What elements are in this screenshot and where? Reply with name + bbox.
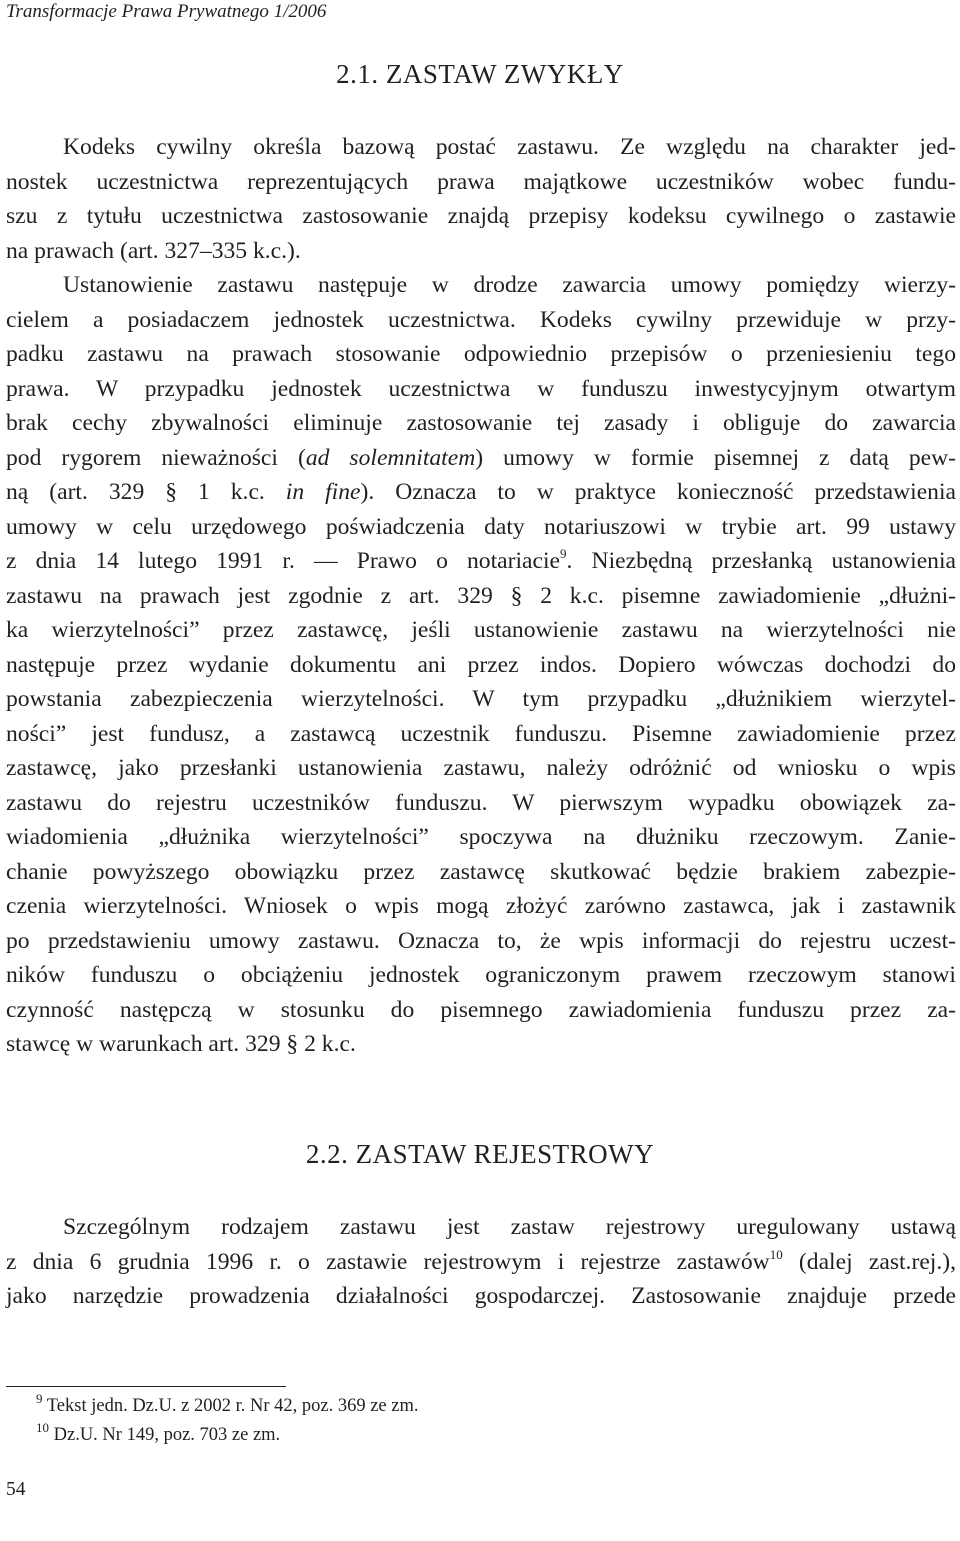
- text-segment: ). Oznacza to w praktyce konieczność przedstawienia: [360, 479, 956, 505]
- text-segment: . Niezbędną przesłanką ustanowienia: [566, 548, 956, 574]
- footnotes: [36, 1392, 419, 1450]
- footnote-10: [36, 1421, 419, 1450]
- text-line: brak cechy zbywalności eliminuje zastosowanie tej zasady i obliguje do zawarcia: [6, 410, 956, 436]
- text-line: szu z tytułu uczestnictwa zastosowanie znajdą przepisy kodeksu cywilnego o zastawie: [6, 203, 956, 229]
- footnote-separator: [6, 1386, 286, 1387]
- text-line: na prawach (art. 327–335 k.c.).: [6, 237, 301, 264]
- section-heading-2-1: 2.1. ZASTAW ZWYKŁY: [336, 59, 624, 89]
- latin-phrase: ad solemnitatem: [305, 444, 476, 471]
- text-line: czynność następczą w stosunku do pisemnego zawiadomienia funduszu przez za-: [6, 996, 956, 1023]
- running-header: Transformacje Prawa Prywatnego 1/2006: [6, 1, 327, 22]
- text-line: ności” jest fundusz, a zastawcą uczestnik funduszu. Pisemne zawiadomienie przez: [6, 720, 956, 747]
- text-segment: z dnia 14 lutego 1991 r. — Prawo o notariacie: [6, 548, 561, 574]
- text-line: zastawu do rejestru uczestników funduszu. W pierwszym wypadku obowiązek za-: [6, 789, 956, 816]
- text-line: zastawu na prawach jest zgodnie z art. 329 § 2 k.c. pisemne zawiadomienie „dłużni-: [6, 582, 956, 609]
- footnote-ref: 9: [560, 546, 567, 562]
- text-line: [6, 475, 956, 510]
- footnote-mark: 10: [36, 1419, 49, 1435]
- text-line: umowy w celu urzędowego poświadczenia daty notariuszowi w trybie art. 99 ustawy: [6, 513, 956, 540]
- page-number: 54: [6, 1479, 26, 1500]
- footnote-text: Dz.U. Nr 149, poz. 703 ze zm.: [49, 1425, 281, 1445]
- footnote-text: Tekst jedn. Dz.U. z 2002 r. Nr 42, poz. 369 ze zm.: [42, 1396, 419, 1416]
- text-line: cielem a posiadaczem jednostek uczestnictwa. Kodeks cywilny przewiduje w przy-: [6, 306, 956, 333]
- text-line: następuje przez wydanie dokumentu ani przez indos. Dopiero wówczas dochodzi do: [6, 651, 956, 678]
- footnote-ref: 10: [769, 1246, 783, 1262]
- text-line: stawcę w warunkach art. 329 § 2 k.c.: [6, 1031, 356, 1057]
- footnote-9: [36, 1392, 419, 1421]
- latin-phrase: in fine: [285, 479, 361, 505]
- text-line: padku zastawu na prawach stosowanie odpowiednio przepisów o przeniesieniu tego: [6, 341, 956, 367]
- section-heading-2-2: 2.2. ZASTAW REJESTROWY: [305, 1139, 655, 1169]
- text-line: [6, 1245, 956, 1280]
- text-line: Ustanowienie zastawu następuje w drodze zawarcia umowy pomiędzy wierzy-: [63, 272, 956, 298]
- text-line: ników funduszu o obciążeniu jednostek ograniczonym prawem rzeczowym stanowi: [6, 962, 956, 988]
- text-line: prawa. W przypadku jednostek uczestnictwa w funduszu inwestycyjnym otwartym: [6, 375, 956, 402]
- text-segment: ną (art. 329 § 1 k.c.: [6, 479, 286, 505]
- text-segment: ) umowy w formie pisemnej z datą pew-: [475, 444, 956, 471]
- text-line: powstania zabezpieczenia wierzytelności. W tym przypadku „dłużnikiem wierzytel-: [6, 686, 956, 712]
- text-line: czenia wierzytelności. Wniosek o wpis mogą złożyć zarówno zastawca, jak i zastawnik: [6, 893, 956, 919]
- footnote-mark: 9: [36, 1390, 43, 1406]
- text-line: po przedstawieniu umowy zastawu. Oznacza to, że wpis informacji do rejestru uczest-: [6, 927, 956, 954]
- text-segment: pod rygorem nieważności (: [6, 444, 306, 471]
- text-line: wiadomienia „dłużnika wierzytelności” spoczywa na dłużniku rzeczowym. Zanie-: [6, 824, 956, 850]
- text-line: Kodeks cywilny określa bazową postać zastawu. Ze względu na charakter jed-: [63, 134, 956, 160]
- section-2-1-body: [6, 130, 956, 1062]
- text-line: zastawcę, jako przesłanki ustanowienia zastawu, należy odróżnić od wniosku o wpis: [6, 755, 956, 781]
- text-line: [6, 544, 956, 579]
- text-line: chanie powyższego obowiązku przez zastawcę skutkować będzie brakiem zabezpie-: [6, 858, 956, 885]
- text-line: ka wierzytelności” przez zastawcę, jeśli ustanowienie zastawu na wierzytelności nie: [6, 617, 956, 643]
- text-line: jako narzędzie prowadzenia działalności gospodarczej. Zastosowanie znajduje przede: [6, 1283, 956, 1309]
- text-line: nostek uczestnictwa reprezentujących prawa majątkowe uczestników wobec fundu-: [6, 168, 956, 195]
- text-segment: z dnia 6 grudnia 1996 r. o zastawie rejestrowym i rejestrze zastawów: [6, 1248, 770, 1275]
- text-line: Szczególnym rodzajem zastawu jest zastaw rejestrowy uregulowany ustawą: [63, 1214, 956, 1240]
- section-2-2-body: [6, 1210, 956, 1314]
- text-segment: (dalej zast.rej.),: [782, 1248, 956, 1275]
- text-line: [6, 441, 956, 476]
